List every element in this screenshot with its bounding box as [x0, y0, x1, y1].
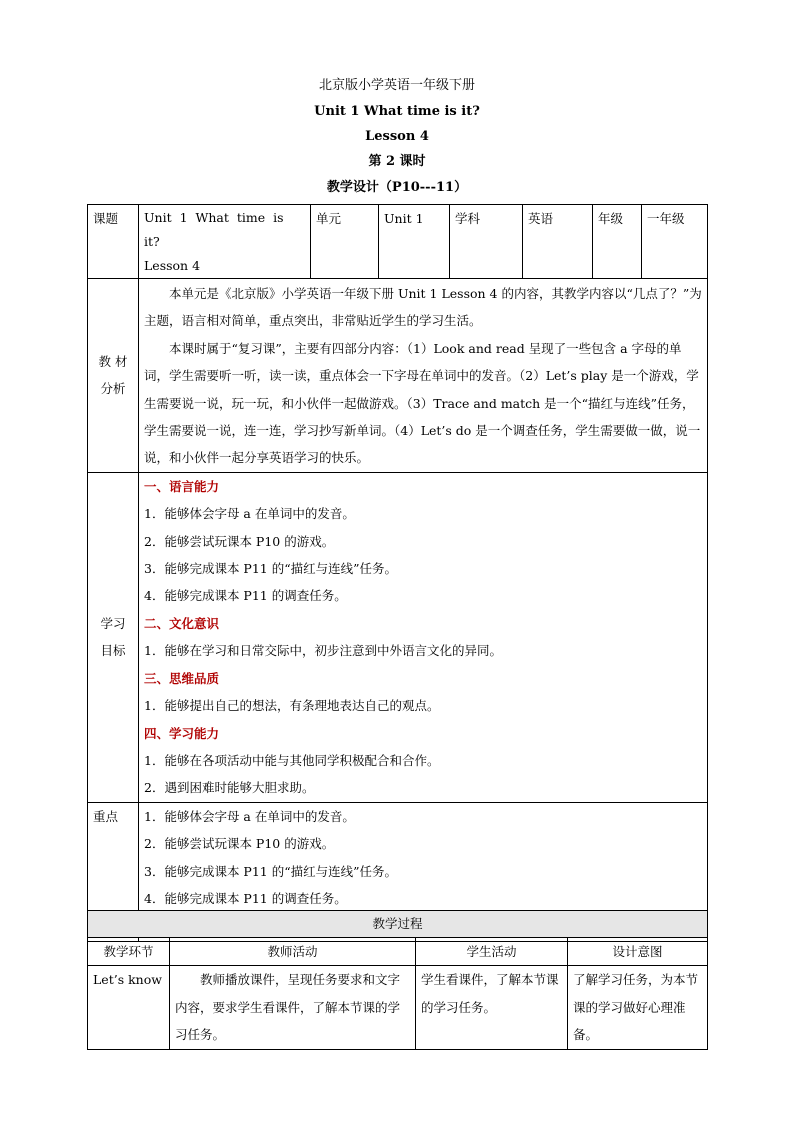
objective-1-4: 4．能够完成课本 P11 的调查任务。 [144, 588, 347, 604]
process-stage: Let’s know [88, 966, 170, 1049]
unit-label: 单元 [311, 205, 379, 279]
lesson-info-table [87, 204, 708, 942]
analysis-paragraph-2: 本课时属于“复习课”，主要有四部分内容：（1）Look and read 呈现了一些包含 a 字母的单词，学生需要听一听，读一读，重点体会一下字母在单词中的发音。（2）Let’s play 是一个游戏，学生需要说一说，玩一玩，和小伙伴一起做游戏。（3）Trace and match 是一个“描红与连线”任务，学生需要说一说，连一连，学习抄写新单词。（4）Let’s do 是一个调查任务，学生需要做一做，说一说，和小伙伴一起分享英语学习的快乐。 [144, 340, 701, 466]
subject-label: 学科 [450, 205, 523, 279]
key-point-1: 1．能够体会字母 a 在单词中的发音。 [144, 808, 355, 824]
teaching-process-table [87, 910, 708, 1050]
analysis-label [88, 279, 139, 473]
objectives-section-culture: 二、文化意识 [144, 615, 220, 631]
objectives-section-learning: 四、学习能力 [144, 725, 220, 741]
subject-value: 英语 [523, 205, 593, 279]
process-teacher-activity: 教师播放课件，呈现任务要求和文字内容，要求学生看课件，了解本节课的学习任务。 [170, 966, 416, 1049]
objective-1-3: 3．能够完成课本 P11 的“描红与连线”任务。 [144, 561, 397, 577]
topic-value-line1: Unit 1 What time is it? [144, 210, 284, 249]
topic-value-line2: Lesson 4 [144, 258, 201, 273]
key-points-label: 重点 [88, 802, 139, 913]
objectives-row [88, 472, 708, 802]
key-point-4: 4．能够完成课本 P11 的调查任务。 [144, 890, 347, 906]
objectives-section-language: 一、语言能力 [144, 478, 220, 494]
key-points-content [139, 802, 708, 913]
objectives-label-b: 目标 [100, 643, 126, 659]
objectives-label-a: 学习 [100, 615, 126, 631]
objectives-content [139, 472, 708, 802]
objective-1-2: 2．能够尝试玩课本 P10 的游戏。 [144, 533, 335, 549]
design-title: 教学设计（P10---11） [326, 180, 468, 195]
grade-label: 年级 [593, 205, 642, 279]
analysis-paragraph-1: 本单元是《北京版》小学英语一年级下册 Unit 1 Lesson 4 的内容，其教学内容以“几点了？”为主题，语言相对简单，重点突出，非常贴近学生的学习生活。 [144, 286, 702, 329]
process-row [88, 966, 708, 1049]
info-row [88, 205, 708, 279]
process-student-activity: 学生看课件，了解本节课的学习任务。 [416, 966, 568, 1049]
process-header-stage: 教学环节 [88, 938, 170, 966]
analysis-label-a: 教 材 [98, 354, 128, 370]
analysis-label-b: 分析 [100, 381, 126, 397]
lesson-title: Lesson 4 [365, 129, 429, 144]
grade-value: 一年级 [642, 205, 708, 279]
objectives-label [88, 472, 139, 802]
period-title: 第 2 课时 [368, 154, 426, 169]
key-point-3: 3．能够完成课本 P11 的“描红与连线”任务。 [144, 863, 397, 879]
process-header-intent: 设计意图 [568, 938, 708, 966]
key-points-row [88, 802, 708, 913]
topic-value [139, 205, 311, 279]
process-title-row [88, 911, 708, 938]
key-point-2: 2．能够尝试玩课本 P10 的游戏。 [144, 836, 335, 852]
unit-value: Unit 1 [379, 205, 450, 279]
objective-2-1: 1．能够在学习和日常交际中，初步注意到中外语言文化的异同。 [144, 643, 502, 659]
process-header-row [88, 938, 708, 966]
process-title: 教学过程 [88, 911, 708, 938]
topic-label: 课题 [88, 205, 139, 279]
analysis-content [139, 279, 708, 473]
analysis-row [88, 279, 708, 473]
unit-title: Unit 1 What time is it? [314, 104, 480, 119]
objective-3-1: 1．能够提出自己的想法，有条理地表达自己的观点。 [144, 698, 440, 714]
process-header-student: 学生活动 [416, 938, 568, 966]
objective-4-1: 1．能够在各项活动中能与其他同学积极配合和合作。 [144, 752, 440, 768]
process-design-intent: 了解学习任务，为本节课的学习做好心理准备。 [568, 966, 708, 1049]
objective-4-2: 2．遇到困难时能够大胆求助。 [144, 780, 315, 796]
book-title: 北京版小学英语一年级下册 [318, 78, 475, 93]
objectives-section-thinking: 三、思维品质 [144, 670, 220, 686]
objective-1-1: 1．能够体会字母 a 在单词中的发音。 [144, 506, 355, 522]
process-header-teacher: 教师活动 [170, 938, 416, 966]
